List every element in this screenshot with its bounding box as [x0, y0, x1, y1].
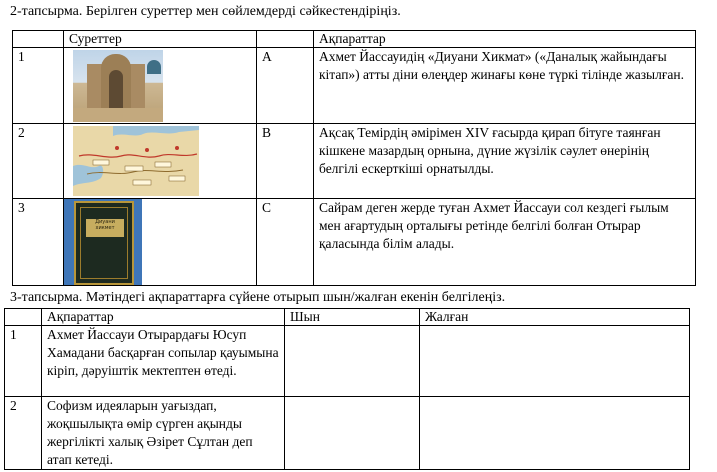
- true-false-table: [4, 308, 690, 470]
- table-row: [13, 124, 696, 199]
- header-info: Ақпараттар: [42, 309, 285, 326]
- true-cell[interactable]: [285, 397, 420, 470]
- book-title-line: Диуани: [95, 219, 115, 225]
- false-cell[interactable]: [420, 326, 690, 397]
- table-header-row: [13, 31, 696, 48]
- row-letter: A: [257, 48, 314, 124]
- matching-table: [12, 30, 696, 286]
- table-row: [5, 397, 690, 470]
- row-text: Сайрам деген жерде туған Ахмет Йассауи сол кездегі ғылым мен ағартудың орталығы ретінде белгілі болған Отырар қаласында білім алады.: [314, 199, 696, 286]
- row-num: 3: [13, 199, 64, 286]
- false-cell[interactable]: [420, 397, 690, 470]
- row-num: 2: [5, 397, 42, 470]
- header-letter: [257, 31, 314, 48]
- task2-title: 2-тапсырма. Берілген суреттер мен сөйлемдерді сәйкестендіріңіз.: [10, 4, 401, 19]
- picture-cell: [64, 48, 257, 124]
- header-num: [13, 31, 64, 48]
- header-info: Ақпараттар: [314, 31, 696, 48]
- row-text: Ахмет Йассауи Отырардағы Юсуп Хамадани басқарған сопылар қауымына кіріп, дәруіштік мектептен өтеді.: [42, 326, 285, 397]
- task3-title: 3-тапсырма. Мәтіндегі ақпараттарға сүйене отырып шын/жалған екенін белгілеңіз.: [10, 290, 506, 305]
- row-num: 1: [13, 48, 64, 124]
- row-letter: C: [257, 199, 314, 286]
- picture-cell: [64, 199, 257, 286]
- table-row: [5, 326, 690, 397]
- table-row: [13, 199, 696, 286]
- row-text: Ахмет Йассауидің «Диуани Хикмат» («Даналық жайындағы кітап») атты діни өлеңдер жинағы көне түркі тілінде жазылған.: [314, 48, 696, 124]
- mausoleum-photo: [73, 50, 163, 122]
- true-cell[interactable]: [285, 326, 420, 397]
- picture-cell: [64, 124, 257, 199]
- table-row: [13, 48, 696, 124]
- header-num: [5, 309, 42, 326]
- row-letter: B: [257, 124, 314, 199]
- table-header-row: [5, 309, 690, 326]
- row-num: 2: [13, 124, 64, 199]
- row-text: Ақсақ Темірдің әмірімен XIV ғасырда қирап бітуге таянған кішкене мазардың орнына, дүние жүзілік сәулет өнерінің белгілі ескерткіші орнатылды.: [314, 124, 696, 199]
- header-pictures: Суреттер: [64, 31, 257, 48]
- row-text: Софизм идеяларын уағыздап, жоқшылықта өмір сүрген ақынды жергілікті халық Әзірет Сұлтан деп атап кетеді.: [42, 397, 285, 470]
- header-true: Шын: [285, 309, 420, 326]
- book-title-line: хикмет: [95, 225, 115, 231]
- historical-map: [73, 126, 199, 196]
- header-false: Жалған: [420, 309, 690, 326]
- row-num: 1: [5, 326, 42, 397]
- book-cover: [74, 201, 134, 285]
